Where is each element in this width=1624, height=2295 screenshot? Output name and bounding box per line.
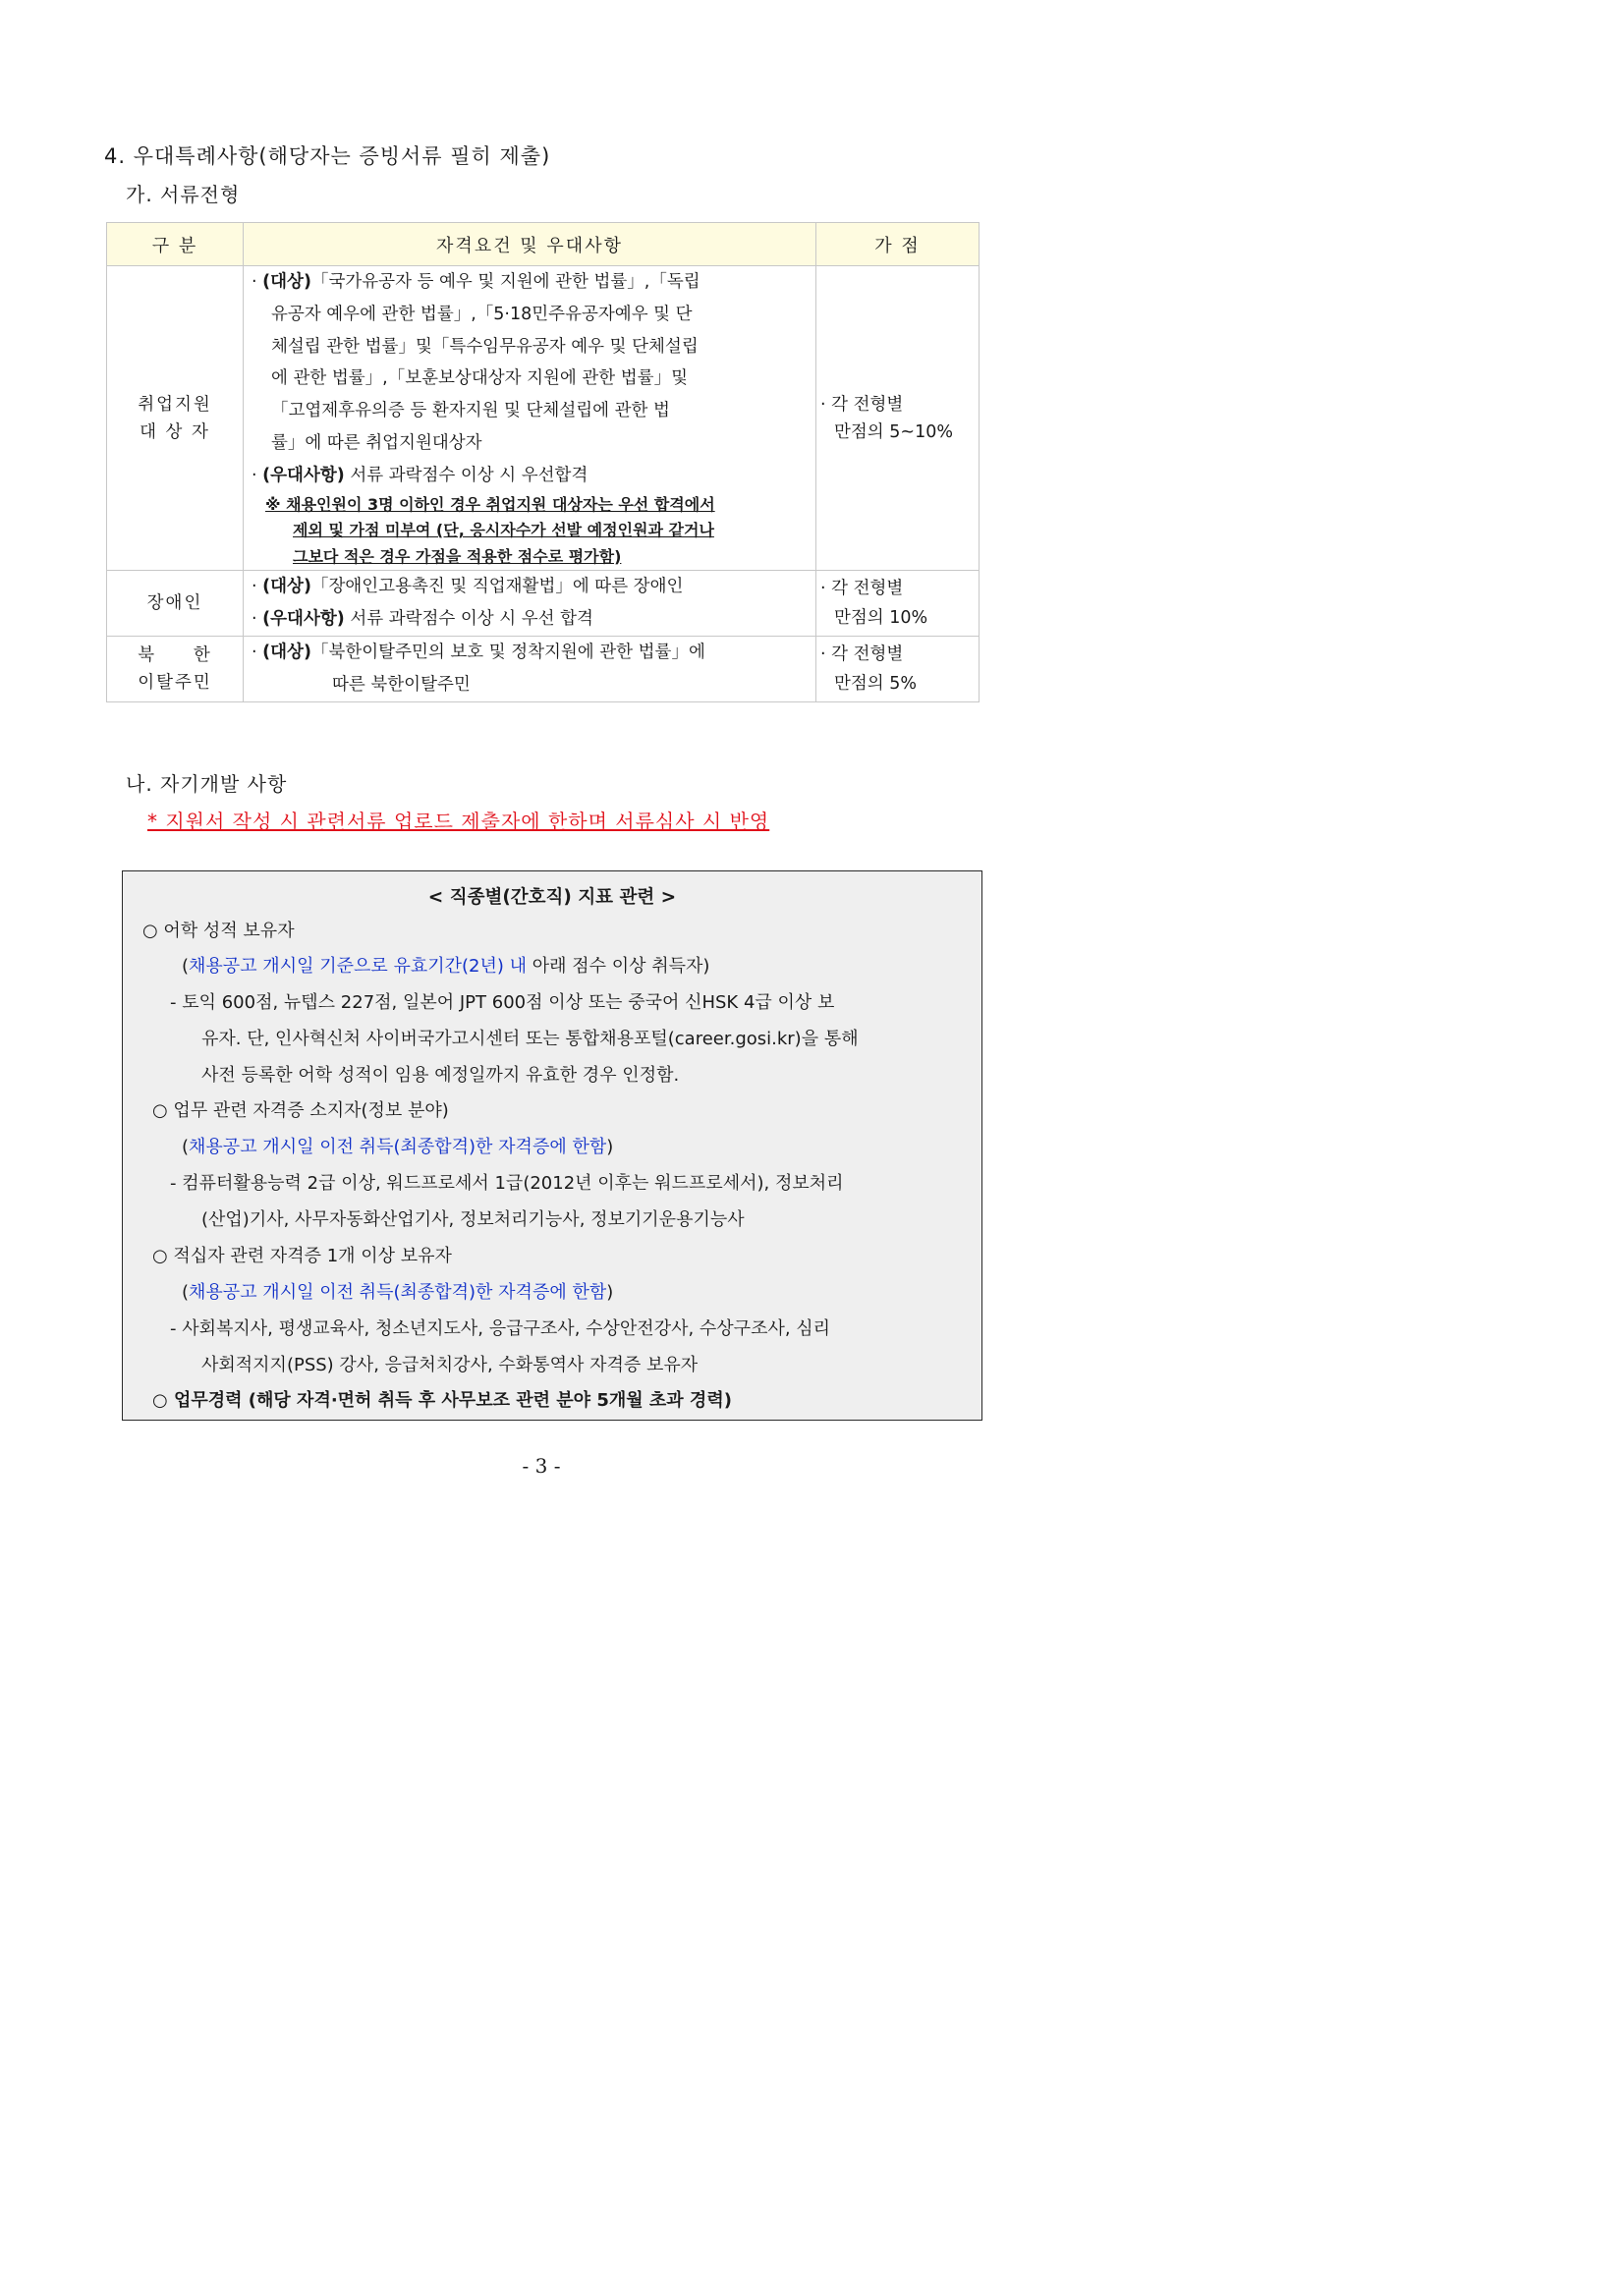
requirement-text: 체설립 관한 법률」및「특수임무유공자 예우 및 단체설립 [271,336,699,357]
criteria-condition: (채용공고 개시일 기준으로 유효기간(2년) 내 아래 점수 이상 취득자) [182,956,710,977]
criteria-condition: (채용공고 개시일 이전 취득(최종합격)한 자격증에 한함) [182,1282,614,1303]
table-header-row [107,223,980,266]
criteria-description: 유자. 단, 인사혁신처 사이버국가고시센터 또는 통합채용포털(career.gosi.kr)을 통해 [201,1029,859,1049]
note-text: 그보다 적은 경우 가점을 적용한 점수로 평가함) [293,546,622,566]
sub-section-a-title: 가. 서류전형 [126,183,241,206]
points-text: 만점의 10% [834,608,928,629]
points-text: 만점의 5% [834,673,918,694]
note-text: ※ 채용인원이 3명 이하인 경우 취업지원 대상자는 우선 합격에서 [265,494,715,514]
points-cell [816,636,980,701]
criteria-condition: (채용공고 개시일 이전 취득(최종합격)한 자격증에 한함) [182,1137,614,1157]
nursing-criteria-box [122,870,982,1421]
requirements-cell: · (대상)「장애인고용촉진 및 직업재활법」에 따른 장애인 · (우대사항) 서류 과락점수 이상 시 우선 합격 [244,571,816,637]
table-row [107,571,980,637]
preference-label: (우대사항) [262,465,345,485]
category-label: 취업지원 [138,394,212,415]
requirement-text: 따른 북한이탈주민 [332,674,471,695]
requirements-cell: · (대상)「북한이탈주민의 보호 및 정착지원에 관한 법률」에 따른 북한이탈주민 [244,636,816,701]
criteria-description: (산업)기사, 사무자동화산업기사, 정보처리기능사, 정보기기운용기능사 [201,1209,745,1230]
requirement-text: 「국가유공자 등 예우 및 지원에 관한 법률」,「독립 [310,272,700,292]
requirements-cell: · (대상)「국가유공자 등 예우 및 지원에 관한 법률」,「독립 유공자 예우에 관한 법률」,「5·18민주유공자예우 및 단 체설립 관한 법률」및「특수임무유공자 예우 및 단체설립 에 관한 법률」,「보훈보상대상자 지원에 관한 법률」및 「고엽제후유의증 등 환자지원 및 단체설립에 관한 법 률」에 따른 취업지원대상자 · (우대사항) 서류 과락점수 이상 시 우선합격 ※ 채용인원이 3명 이하인 경우 취업지원 대상자는 우선 합격에서 제외 및 가점 미부여 (단, 응시자수가 선발 예정인원과 같거나 그보다 적은 경우 가점을 적용한 점수로 평가함) [244,266,816,571]
criteria-item-title: ○ 업무경력 (해당 자격·면허 취득 후 사무보조 관련 분야 5개월 초과 경력) [152,1390,732,1411]
requirement-text: 률」에 따른 취업지원대상자 [271,432,482,453]
points-cell [816,571,980,637]
section-title: 4. 우대특례사항(해당자는 증빙서류 필히 제출) [104,144,551,168]
criteria-description: 사전 등록한 어학 성적이 임용 예정일까지 유효한 경우 인정함. [201,1065,680,1086]
target-label: (대상) [262,272,311,292]
points-text: · 각 전형별 [820,644,904,664]
category-label: 북 한 [138,644,212,665]
target-label: (대상) [262,577,311,597]
points-text: · 각 전형별 [820,394,904,415]
sub-section-b-title: 나. 자기개발 사항 [126,772,288,796]
box-title: < 직종별(간호직) 지표 관련 > [427,887,677,908]
preference-text: 서류 과락점수 이상 시 우선합격 [344,465,588,485]
points-text: 만점의 5~10% [834,421,953,442]
category-cell [107,636,244,701]
category-cell: 장애인 [107,571,244,637]
note-text: 제외 및 가점 미부여 (단, 응시자수가 선발 예정인원과 같거나 [293,521,714,540]
requirement-text: 「장애인고용촉진 및 직업재활법」에 따른 장애인 [310,577,684,597]
criteria-description: - 컴퓨터활용능력 2급 이상, 워드프로세서 1급(2012년 이후는 워드프로세서), 정보처리 [170,1173,844,1194]
criteria-description: - 사회복지사, 평생교육사, 청소년지도사, 응급구조사, 수상안전강사, 수상구조사, 심리 [170,1318,831,1339]
criteria-description: 사회적지지(PSS) 강사, 응급처치강사, 수화통역사 자격증 보유자 [201,1355,699,1375]
sub-section-b-note: * 지원서 작성 시 관련서류 업로드 제출자에 한하며 서류심사 시 반영 [147,810,770,833]
requirement-text: 「고엽제후유의증 등 환자지원 및 단체설립에 관한 법 [271,401,670,421]
requirement-text: 「북한이탈주민의 보호 및 정착지원에 관한 법률」에 [310,642,705,662]
criteria-item-title: ○ 적십자 관련 자격증 1개 이상 보유자 [152,1246,452,1266]
points-text: · 각 전형별 [820,579,904,599]
criteria-item-title: ○ 어학 성적 보유자 [142,921,295,941]
preference-text: 서류 과락점수 이상 시 우선 합격 [344,609,593,630]
preference-table [106,222,980,702]
category-label: 이탈주민 [138,672,212,693]
requirement-text: 유공자 예우에 관한 법률」,「5·18민주유공자예우 및 단 [271,304,693,324]
page-number: - 3 - [522,1454,561,1478]
header-category: 구 분 [107,223,244,266]
points-cell [816,266,980,571]
preference-label: (우대사항) [262,609,345,630]
requirement-text: 에 관한 법률」,「보훈보상대상자 지원에 관한 법률」및 [271,368,688,389]
table-row [107,266,980,571]
criteria-description: - 토익 600점, 뉴텝스 227점, 일본어 JPT 600점 이상 또는 중국어 신HSK 4급 이상 보 [170,992,835,1013]
criteria-item-title: ○ 업무 관련 자격증 소지자(정보 분야) [152,1100,449,1121]
header-points: 가 점 [816,223,980,266]
category-cell [107,266,244,571]
target-label: (대상) [262,642,311,662]
table-row [107,636,980,701]
category-label: 대 상 자 [140,421,210,442]
header-requirements: 자격요건 및 우대사항 [244,223,816,266]
